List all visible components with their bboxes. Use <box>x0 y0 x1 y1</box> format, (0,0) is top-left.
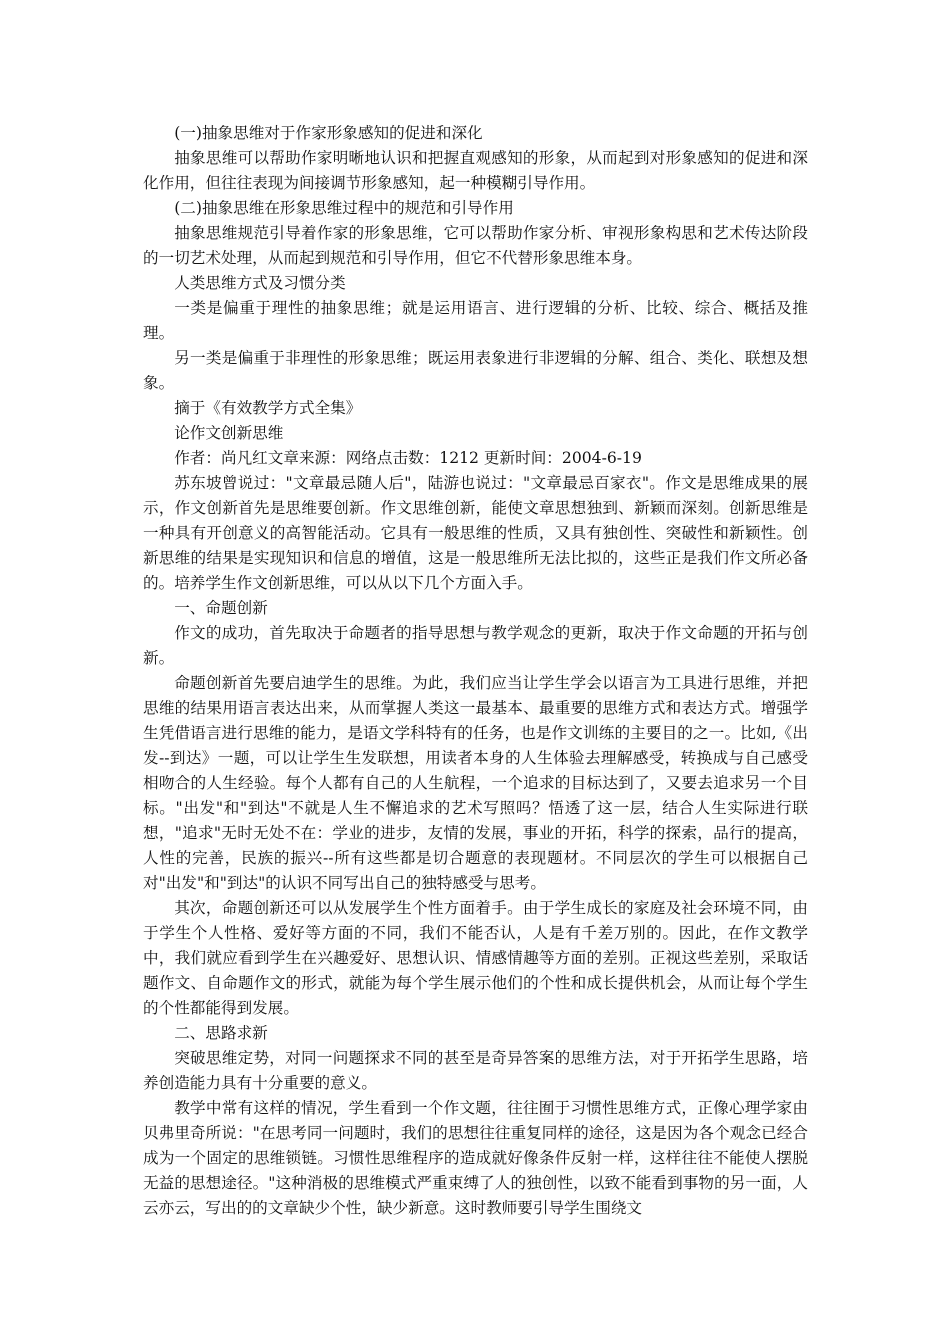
section-heading-new-ideas: 二、思路求新 <box>174 1024 268 1042</box>
document-body <box>143 121 808 1221</box>
paragraph-irrational-thinking: 另一类是偏重于非理性的形象思维；既运用表象进行非逻辑的分解、组合、类化、联想及想象。 <box>143 349 808 392</box>
source-citation: 摘于《有效教学方式全集》 <box>174 399 362 417</box>
article-title: 论作文创新思维 <box>174 424 284 442</box>
paragraph-topic-inspire: 命题创新首先要启迪学生的思维。为此，我们应当让学生学会以语言为工具进行思维，并把思维的结果用语言表达出来，从而掌握人类这一最基本、最重要的思维方式和表达方式。增强学生凭借语言进行思维的能力，是语文学科特有的任务，也是作文训练的主要目的之一。比如,《出发--到达》一题，可以让学生生发联想，用读者本身的人生体验去理解感受，转换成与自己感受相吻合的人生经验。每个人都有自己的人生航程，一个追求的目标达到了，又要去追求另一个目标。"出发"和"到达"不就是人生不懈追求的艺术写照吗？悟透了这一层，结合人生实际进行联想，"追求"无时无处不在：学业的进步，友情的发展，事业的开拓，科学的探索，品行的提高，人性的完善，民族的振兴--所有这些都是切合题意的表现题材。不同层次的学生可以根据自己对"出发"和"到达"的认识不同写出自己的独特感受与思考。 <box>143 674 808 892</box>
paragraph-rational-thinking: 一类是偏重于理性的抽象思维；就是运用语言、进行逻辑的分析、比较、综合、概括及推理。 <box>143 299 808 342</box>
paragraph-intro: 苏东坡曾说过："文章最忌随人后"，陆游也说过："文章最忌百家衣"。作文是思维成果的展示，作文创新首先是思维要创新。作文思维创新，能使文章思想独到、新颖而深刻。创新思维是一种具有开创意义的高智能活动。它具有一般思维的性质，又具有独创性、突破性和新颖性。创新思维的结果是实现知识和信息的增值，这是一般思维所无法比拟的，这些正是我们作文所必备的。培养学生作文创新思维，可以从以下几个方面入手。 <box>143 474 808 592</box>
heading-abstract-promotes-perception: (一)抽象思维对于作家形象感知的促进和深化 <box>174 124 483 142</box>
paragraph-topic-success: 作文的成功，首先取决于命题者的指导思想与教学观念的更新，取决于作文命题的开拓与创新。 <box>143 624 808 667</box>
heading-abstract-regulates-imagery: (二)抽象思维在形象思维过程中的规范和引导作用 <box>174 199 514 217</box>
paragraph-break-mindset: 突破思维定势，对同一问题探求不同的甚至是奇异答案的思维方法，对于开拓学生思路，培养创造能力具有十分重要的意义。 <box>143 1049 808 1092</box>
heading-thinking-classification: 人类思维方式及习惯分类 <box>174 274 346 292</box>
paragraph-habitual-thinking: 教学中常有这样的情况，学生看到一个作文题，往往囿于习惯性思维方式，正像心理学家由贝弗里奇所说："在思考同一问题时，我们的思想往往重复同样的途径，这是因为各个观念已经合成为一个固定的思维锁链。习惯性思维程序的造成就好像条件反射一样，这样往往不能使人摆脱无益的思想途径。"这种消极的思维模式严重束缚了人的独创性，以致不能看到事物的另一面，人云亦云，写出的的文章缺少个性，缺少新意。这时教师要引导学生围绕文 <box>143 1099 808 1217</box>
paragraph-abstract-perception: 抽象思维可以帮助作家明晰地认识和把握直观感知的形象，从而起到对形象感知的促进和深化作用，但往往表现为间接调节形象感知，起一种模糊引导作用。 <box>143 149 808 192</box>
article-meta: 作者：尚凡红文章来源：网络点击数：1212 更新时间：2004-6-19 <box>174 449 642 467</box>
section-heading-topic-innovation: 一、命题创新 <box>174 599 268 617</box>
paragraph-topic-personality: 其次，命题创新还可以从发展学生个性方面着手。由于学生成长的家庭及社会环境不同，由于学生个人性格、爱好等方面的不同，我们不能否认，人是有千差万别的。因此，在作文教学中，我们就应看到学生在兴趣爱好、思想认识、情感情趣等方面的差别。正视这些差别，采取话题作文、自命题作文的形式，就能为每个学生展示他们的个性和成长提供机会，从而让每个学生的个性都能得到发展。 <box>143 899 808 1017</box>
paragraph-abstract-regulation: 抽象思维规范引导着作家的形象思维，它可以帮助作家分析、审视形象构思和艺术传达阶段的一切艺术处理，从而起到规范和引导作用，但它不代替形象思维本身。 <box>143 224 808 267</box>
